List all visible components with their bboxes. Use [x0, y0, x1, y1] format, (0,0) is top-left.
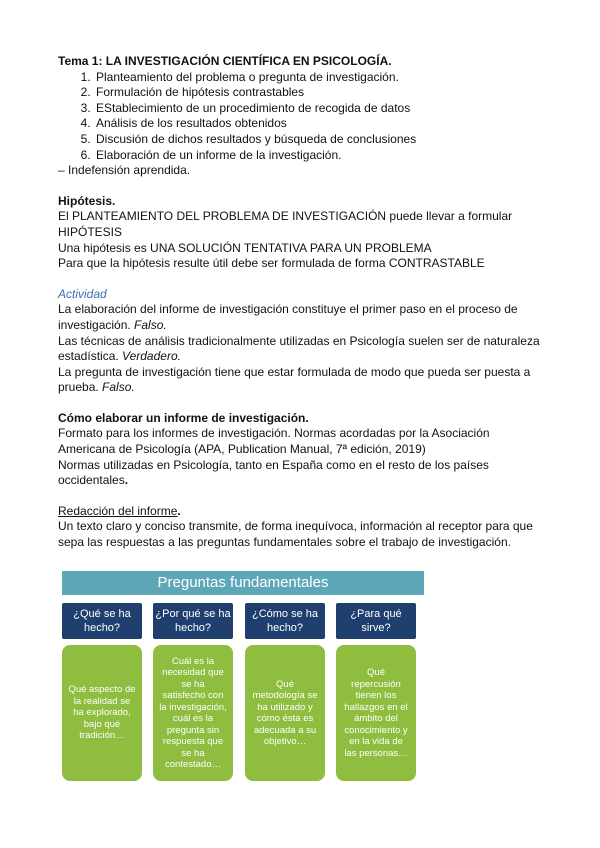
actividad-item — [58, 365, 548, 396]
informe-line — [58, 458, 548, 489]
actividad-item — [58, 302, 548, 333]
redaccion-text: Un texto claro y conciso transmite, de forma inequívoca, información al receptor para que sepa las respuestas a las preguntas fundamentales sobre el trabajo de investigación. — [58, 519, 533, 550]
informe-line-text: Normas utilizadas en Psicología, tanto en España como en el resto de los países occidentales — [58, 457, 489, 488]
actividad-text: Las técnicas de análisis tradicionalmente utilizadas en Psicología suelen ser de naturaleza estadística. — [58, 333, 540, 364]
informe-line-end: . — [124, 473, 129, 488]
hipotesis-heading: Hipótesis. — [58, 193, 116, 208]
diagram-banner: Preguntas fundamentales — [62, 571, 424, 595]
page-title: Tema 1: LA INVESTIGACIÓN CIENTÍFICA EN PSICOLOGÍA. — [58, 54, 392, 68]
hipotesis-line: Para que la hipótesis resulte útil debe ser formulada de forma CONTRASTABLE — [58, 256, 485, 271]
list-item: 1. Planteamiento del problema o pregunta de investigación. — [94, 70, 548, 86]
list-item: 6. Elaboración de un informe de la investigación. — [94, 148, 548, 164]
actividad-answer: Verdadero. — [122, 349, 181, 364]
question-box-como: ¿Cómo se ha hecho? — [245, 603, 325, 639]
indefension-line: – Indefensión aprendida. — [58, 163, 191, 178]
actividad-text: La elaboración del informe de investigación constituye el primer paso en el proceso de investigación. — [58, 302, 518, 332]
question-box-que: ¿Qué se ha hecho? — [62, 603, 142, 639]
redaccion-heading-end: . — [177, 503, 181, 518]
hipotesis-line: Una hipótesis es UNA SOLUCIÓN TENTATIVA PARA UN PROBLEMA — [58, 240, 432, 255]
question-box-por-que: ¿Por qué se ha hecho? — [153, 603, 233, 639]
actividad-text: La pregunta de investigación tiene que estar formulada de modo que pueda ser puesta a prueba. — [58, 364, 531, 395]
answer-box-como: Qué metodología se ha utilizado y cómo ésta es adecuada a su objetivo… — [245, 645, 325, 781]
steps-list — [58, 70, 548, 164]
list-item: 2. Formulación de hipótesis contrastables — [94, 85, 548, 101]
document-page — [58, 54, 548, 551]
question-box-para-que: ¿Para qué sirve? — [336, 603, 416, 639]
list-item: 3. EStablecimiento de un procedimiento de recogida de datos — [94, 101, 548, 117]
hipotesis-line: El PLANTEAMIENTO DEL PROBLEMA DE INVESTIGACIÓN puede llevar a formular HIPÓTESIS — [58, 209, 513, 239]
actividad-item — [58, 334, 548, 365]
answer-box-para-que: Qué repercusión tienen los hallazgos en el ámbito del conocimiento y en la vida de las personas… — [336, 645, 416, 781]
actividad-answer: Falso. — [134, 317, 167, 332]
redaccion-heading-text: Redacción del informe — [58, 503, 178, 518]
informe-heading: Cómo elaborar un informe de investigación. — [58, 410, 309, 425]
answer-box-por-que: Cuál es la necesidad que se ha satisfecho con la investigación, cuál es la pregunta sin respuesta que se ha contestado… — [153, 645, 233, 781]
list-item: 4. Análisis de los resultados obtenidos — [94, 116, 548, 132]
preguntas-diagram — [58, 571, 422, 785]
actividad-heading: Actividad — [58, 286, 107, 301]
list-item: 5. Discusión de dichos resultados y búsqueda de conclusiones — [94, 132, 548, 148]
redaccion-heading — [58, 504, 548, 520]
actividad-answer: Falso. — [102, 380, 135, 395]
answer-box-que: Qué aspecto de la realidad se ha explorado, bajo qué tradición… — [62, 645, 142, 781]
informe-line: Formato para los informes de investigación. Normas acordadas por la Asociación Americana de Psicología (APA, Publication Manual, 7ª edición, 2019) — [58, 426, 490, 457]
